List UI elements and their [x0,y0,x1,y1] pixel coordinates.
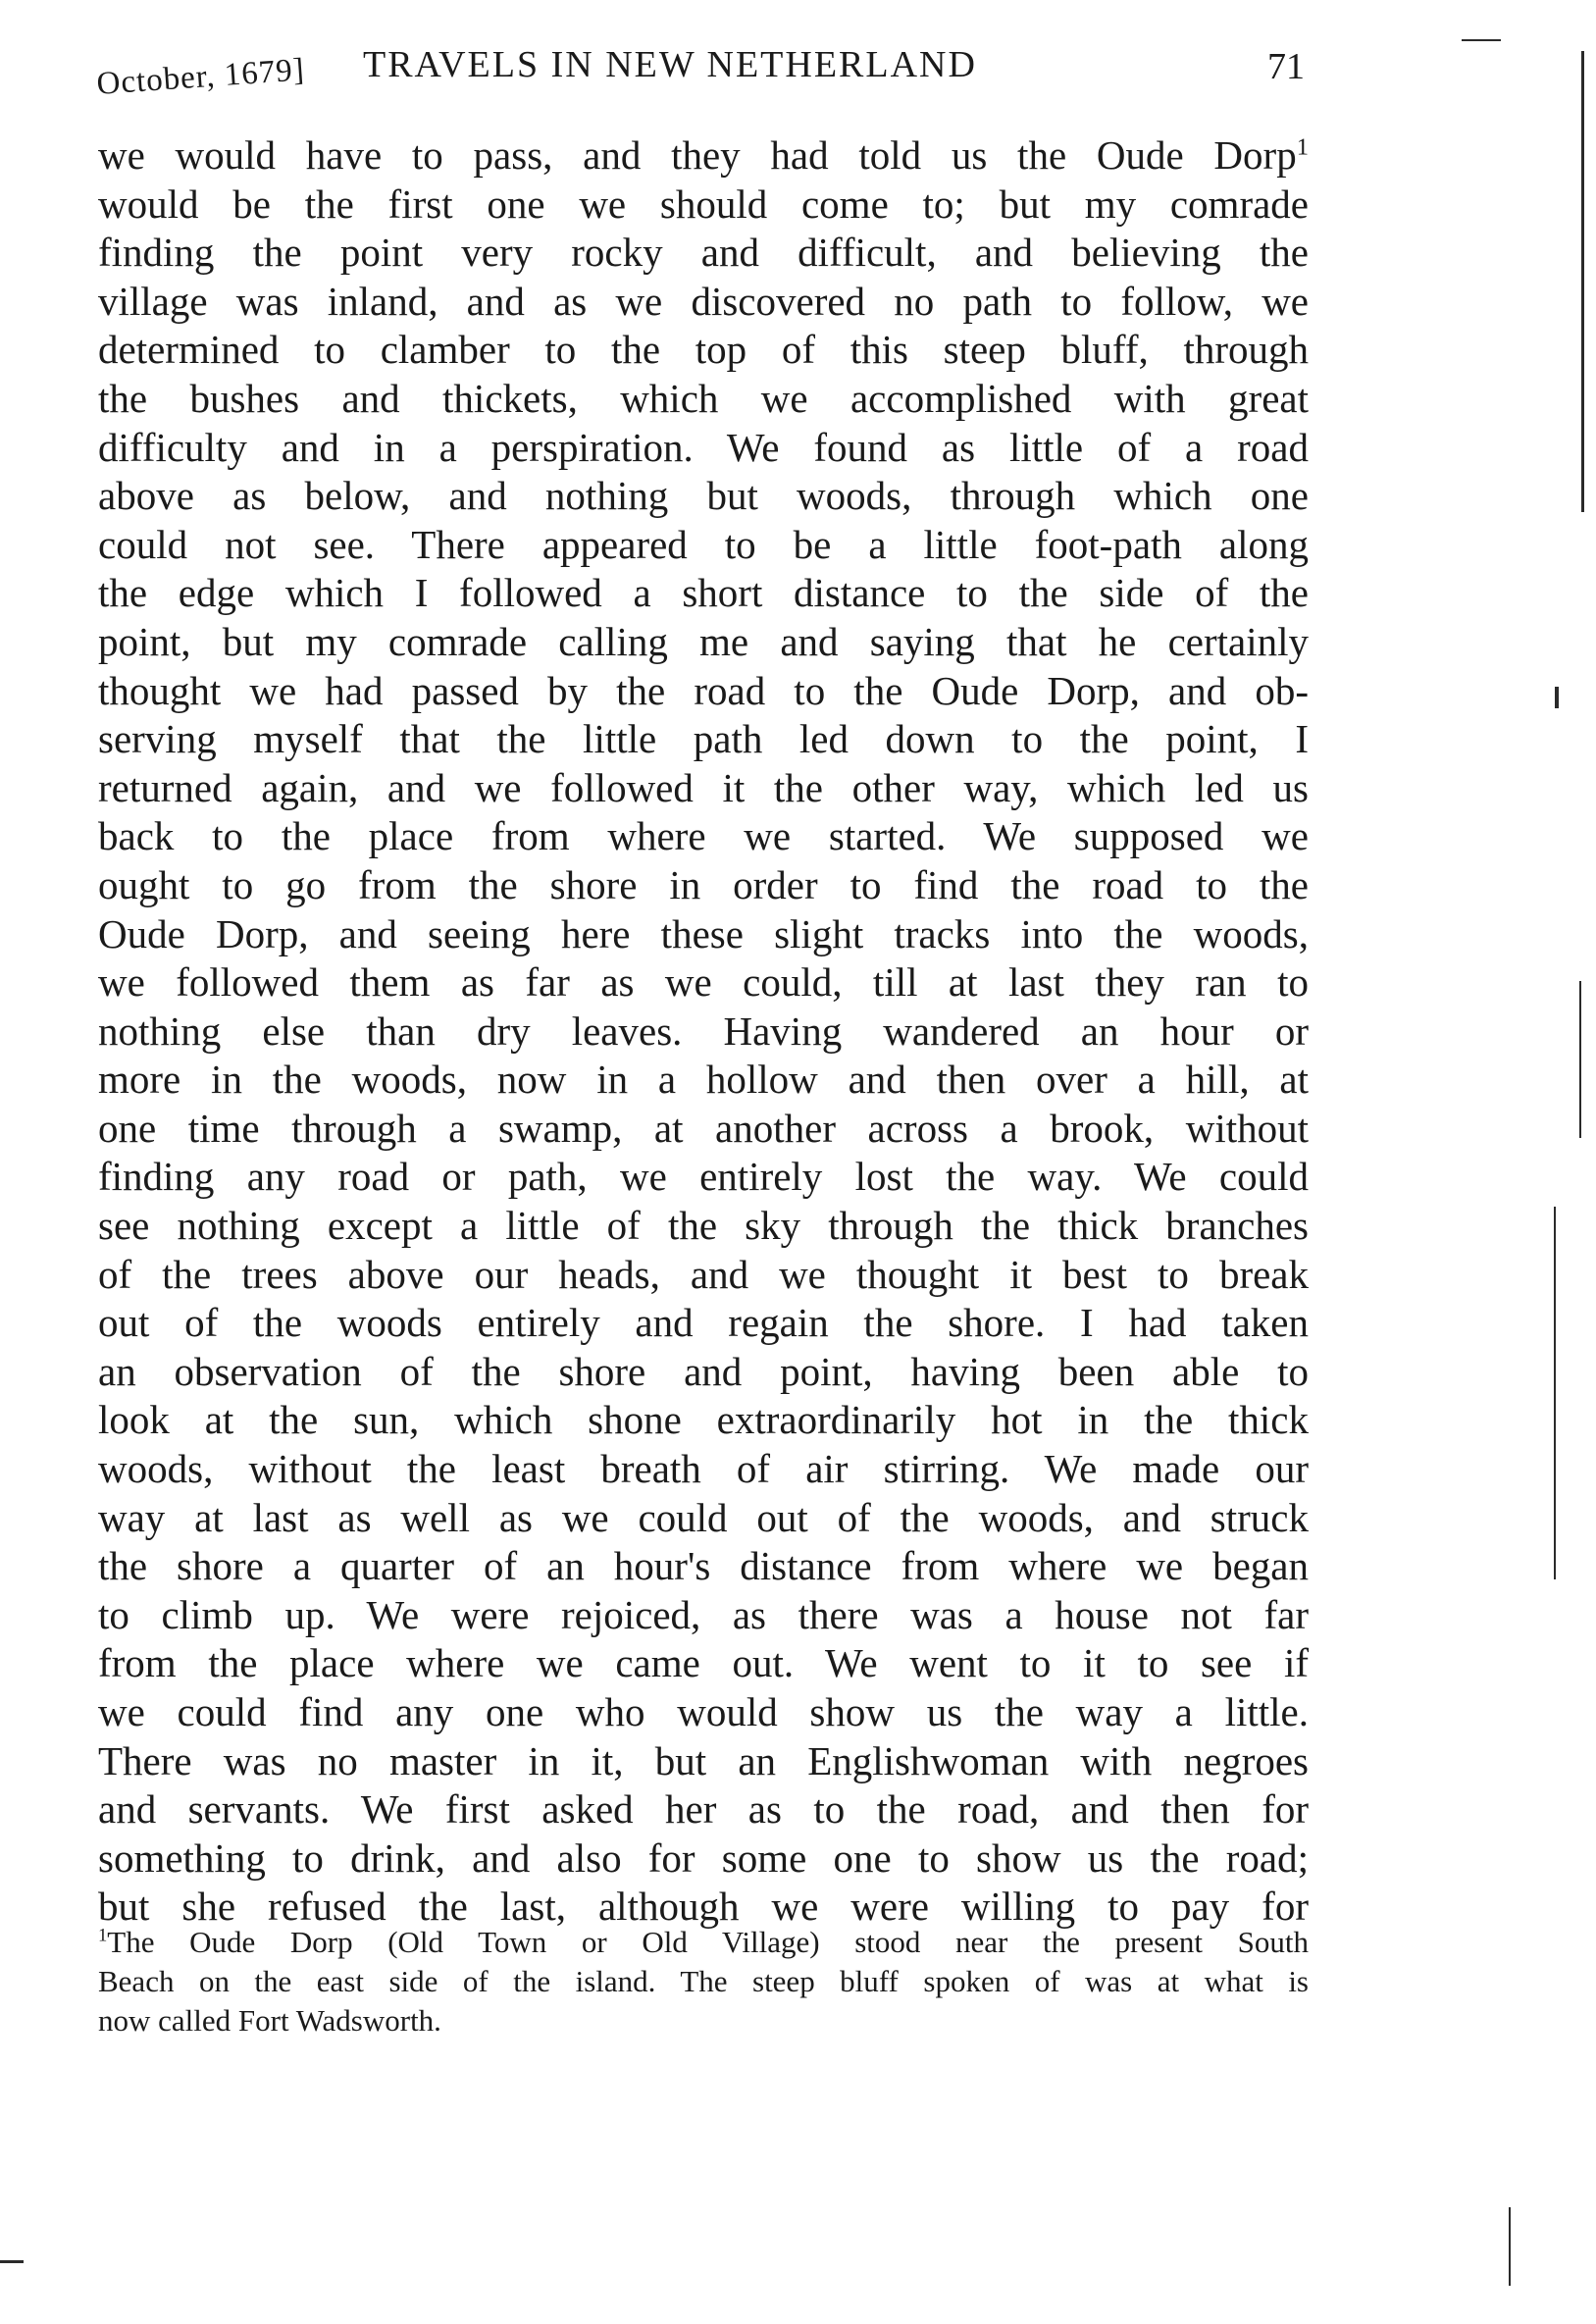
page-number: 71 [1267,46,1305,87]
text-line: returned again, and we followed it the other way, which led us [98,764,1309,810]
text-line: something to drink, and also for some one to show us the road; [98,1834,1309,1881]
scan-edge-mark [0,2260,24,2263]
text-line: There was no master in it, but an Englishwoman with negroes [98,1737,1309,1783]
text-line: the bushes and thickets, which we accomplished with great [98,375,1309,421]
text-line: the edge which I followed a short distance to the side of the [98,570,1309,616]
text-line: above as below, and nothing but woods, through which one [98,473,1309,519]
scan-edge-line [1509,2207,1511,2286]
text-line: would be the first one we should come to; but my comrade [98,181,1309,227]
scan-edge-line [1554,1207,1556,1579]
text-line: nothing else than dry leaves. Having wandered an hour or [98,1007,1309,1054]
scan-edge-line [1579,981,1581,1138]
scan-edge-mark [1462,39,1501,41]
text-line: out of the woods entirely and regain the shore. I had taken [98,1300,1309,1346]
footnote-line: $^1$The Oude Dorp (Old Town or Old Village) stood near the present South [98,1925,1309,1959]
text-line: one time through a swamp, at another across a brook, without [98,1105,1309,1151]
text-line: we could find any one who would show us the way a little. [98,1689,1309,1734]
scan-edge-mark [1555,687,1559,708]
text-line: finding any road or path, we entirely lost the way. We could [98,1154,1309,1200]
text-line: village was inland, and as we discovered no path to follow, we [98,278,1309,324]
text-line: difficulty and in a perspiration. We found as little of a road [98,424,1309,470]
running-head [95,43,1305,122]
text-line: Oude Dorp, and seeing here these slight tracks into the woods, [98,910,1309,956]
scan-edge-line [1581,51,1584,512]
text-line: and servants. We first asked her as to the road, and then for [98,1786,1309,1833]
running-head-date: October, 1679] [95,52,306,103]
text-line: see nothing except a little of the sky through the thick branches [98,1203,1309,1249]
running-head-title: TRAVELS IN NEW NETHERLAND [363,44,977,85]
text-line: back to the place from where we started. We supposed we [98,813,1309,859]
text-line: more in the woods, now in a hollow and then over a hill, at [98,1057,1309,1103]
text-line: look at the sun, which shone extraordinarily hot in the thick [98,1397,1309,1443]
text-line: could not see. There appeared to be a little foot-path along [98,521,1309,567]
text-line: we followed them as far as we could, till at last they ran to [98,959,1309,1006]
text-line: woods, without the least breath of air stirring. We made our [98,1446,1309,1492]
text-line: serving myself that the little path led down to the point, I [98,716,1309,762]
text-line: point, but my comrade calling me and saying that he certainly [98,618,1309,664]
footnote-marker: 1 [98,1925,108,1946]
text-line: the shore a quarter of an hour's distance from where we began [98,1543,1309,1589]
text-line: of the trees above our heads, and we thought it best to break [98,1251,1309,1297]
footnote-line: now called Fort Wadsworth. [98,2003,441,2038]
text-line: but she refused the last, although we were willing to pay for [98,1884,1309,1930]
text-line: from the place where we came out. We went to it to see if [98,1640,1309,1686]
text-line: an observation of the shore and point, having been able to [98,1348,1309,1394]
text-line: determined to clamber to the top of this steep bluff, through [98,327,1309,373]
text-line: finding the point very rocky and difficult, and believing the [98,230,1309,276]
footnote-line: Beach on the east side of the island. The steep bluff spoken of was at what is [98,1964,1309,1998]
footnote-reference: 1 [1296,133,1309,161]
text-line: to climb up. We were rejoiced, as there was a house not far [98,1591,1309,1637]
text-line: way at last as well as we could out of the woods, and struck [98,1494,1309,1540]
text-line: we would have to pass, and they had told us the Oude Dorp$^1$ [98,132,1309,178]
body-text [98,131,1309,1932]
text-line: ought to go from the shore in order to find the road to the [98,861,1309,907]
footnote [98,1923,1309,2040]
text-line: thought we had passed by the road to the Oude Dorp, and ob- [98,667,1309,713]
